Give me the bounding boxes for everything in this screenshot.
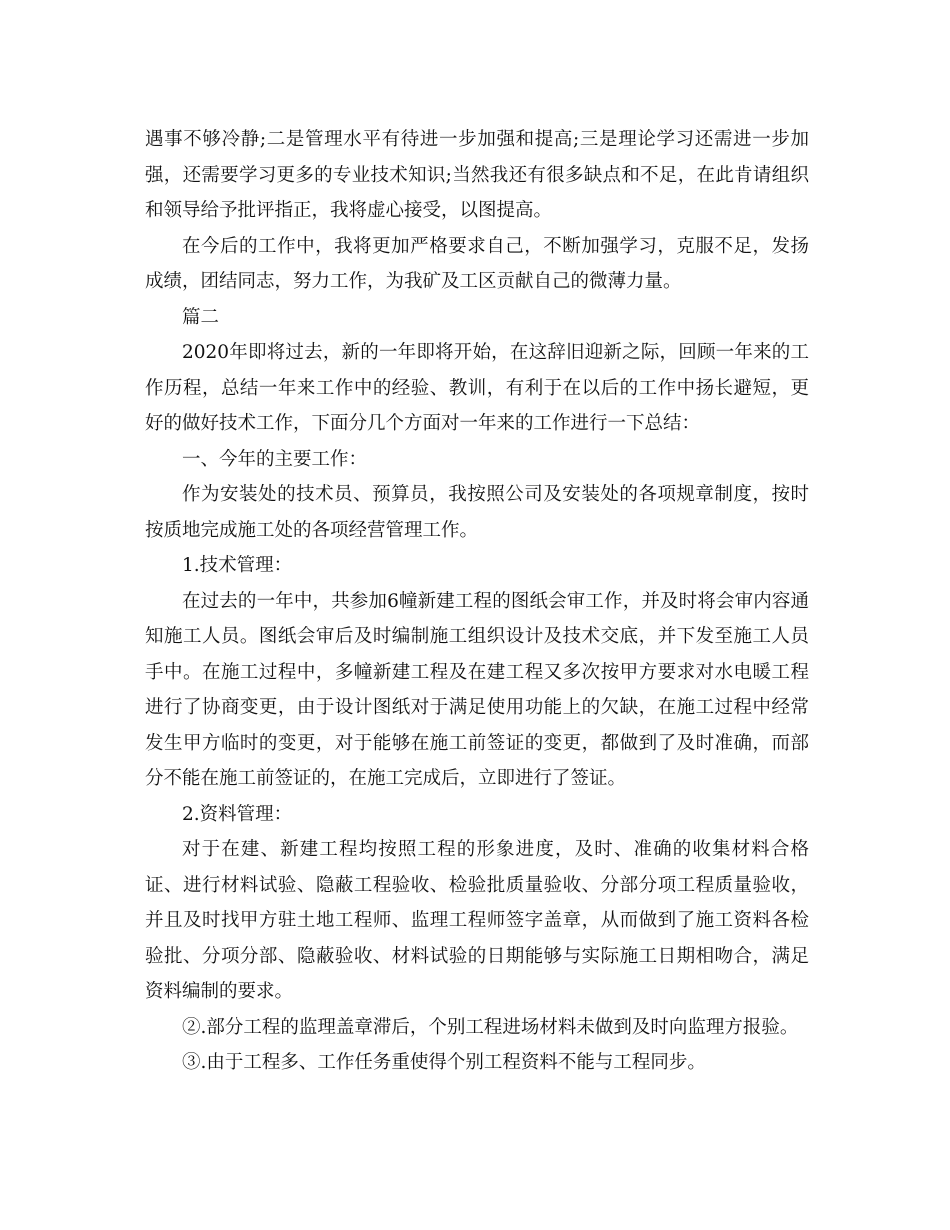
paragraph-shortcomings: 遇事不够冷静;二是管理水平有待进一步加强和提高;三是理论学习还需进一步加强，还需要学习更多的专业技术知识;当然我还有很多缺点和不足，在此肯请组织和领导给予批评指正，我将虚心接受，以图提高。 (145, 129, 809, 221)
heading-main-work: 一、今年的主要工作： (182, 448, 368, 470)
paragraph-future-work: 在今后的工作中，我将更加严格要求自己，不断加强学习，克服不足，发扬成绩，团结同志，努力工作，为我矿及工区贡献自己的微薄力量。 (145, 235, 809, 292)
paragraph-issue-3: ③.由于工程多、工作任务重使得个别工程资料不能与工程同步。 (182, 1052, 706, 1073)
paragraph-intro-2020: 2020年即将过去，新的一年即将开始，在这辞旧迎新之际，回顾一年来的工作历程，总结一年来工作中的经验、教训，有利于在以后的工作中扬长避短，更好的做好技术工作，下面分几个方面对一年来的工作进行一下总结： (145, 342, 809, 434)
heading-technical-management: 1.技术管理： (182, 555, 293, 576)
paragraph-technical-management: 在过去的一年中，共参加6幢新建工程的图纸会审工作，并及时将会审内容通知施工人员。图纸会审后及时编制施工组织设计及技术交底，并下发至施工人员手中。在施工过程中，多幢新建工程及在建工程又多次按甲方要求对水电暖工程进行了协商变更，由于设计图纸对于满足使用功能上的欠缺，在施工过程中经常发生甲方临时的变更，对于能够在施工前签证的变更，都做到了及时准确，而部分不能在施工前签证的，在施工完成后，立即进行了签证。 (145, 590, 809, 789)
document-page (145, 122, 809, 1081)
heading-document-management: 2.资料管理： (182, 803, 293, 825)
paragraph-issue-2: ②.部分工程的监理盖章滞后，个别工程进场材料未做到及时向监理方报验。 (182, 1016, 799, 1038)
paragraph-role: 作为安装处的技术员、预算员，我按照公司及安装处的各项规章制度，按时按质地完成施工处的各项经营管理工作。 (145, 484, 809, 541)
paragraph-document-management: 对于在建、新建工程均按照工程的形象进度，及时、准确的收集材料合格证、进行材料试验、隐蔽工程验收、检验批质量验收、分部分项工程质量验收，并且及时找甲方驻土地工程师、监理工程师签字盖章，从而做到了施工资料各检验批、分项分部、隐蔽验收、材料试验的日期能够与实际施工日期相吻合，满足资料编制的要求。 (145, 839, 809, 1002)
section-heading-part-two: 篇二 (182, 306, 220, 328)
